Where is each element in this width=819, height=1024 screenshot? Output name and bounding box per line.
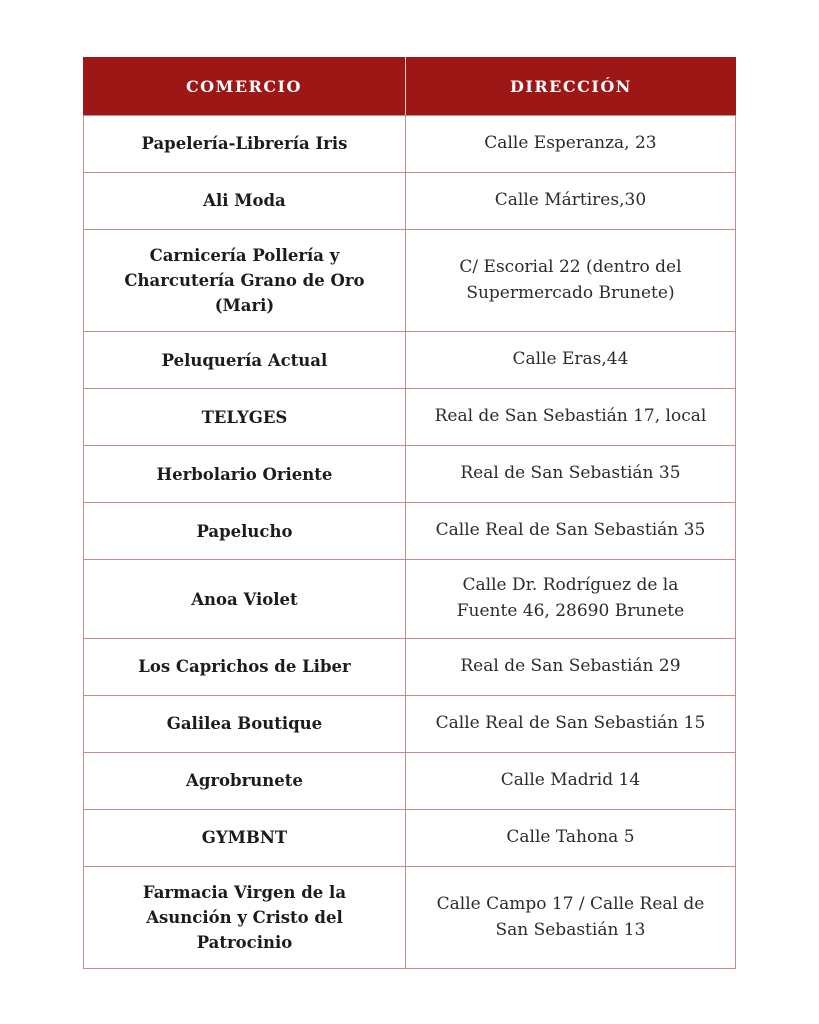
comercio-cell: Peluquería Actual — [161, 350, 328, 370]
table-row — [84, 638, 735, 695]
direccion-cell: Calle Dr. Rodríguez de la Fuente 46, 28690 Brunete — [405, 560, 735, 638]
direccion-cell: Real de San Sebastián 35 — [405, 446, 735, 502]
table-row — [84, 695, 735, 752]
direccion-cell: C/ Escorial 22 (dentro del Supermercado Brunete) — [405, 230, 735, 331]
direccion-cell: Calle Real de San Sebastián 15 — [405, 696, 735, 752]
table-row — [84, 559, 735, 638]
direccion-cell: Calle Mártires,30 — [405, 173, 735, 229]
table-row — [84, 866, 735, 968]
table-header-row — [83, 57, 736, 115]
comercio-cell: Herbolario Oriente — [156, 464, 333, 484]
direccion-cell: Calle Esperanza, 23 — [405, 116, 735, 172]
comercio-cell: Agrobrunete — [186, 771, 303, 791]
header-direccion: DIRECCIÓN — [405, 57, 736, 115]
table-row — [84, 229, 735, 331]
table-row — [84, 388, 735, 445]
comercio-cell: Papelería-Librería Iris — [141, 134, 348, 154]
comercio-cell: Carnicería Pollería y Charcutería Grano de Oro (Mari) — [124, 246, 365, 316]
table-row — [84, 331, 735, 388]
direccion-cell: Real de San Sebastián 17, local — [405, 389, 735, 445]
comercio-cell: Papelucho — [196, 521, 293, 541]
direccion-cell: Real de San Sebastián 29 — [405, 639, 735, 695]
direccion-cell: Calle Campo 17 / Calle Real de San Sebastián 13 — [405, 867, 735, 968]
table-row — [84, 752, 735, 809]
direccion-cell: Calle Tahona 5 — [405, 810, 735, 866]
comercio-cell: Galilea Boutique — [166, 714, 323, 734]
commerce-directory-table — [83, 58, 736, 969]
table-row — [84, 502, 735, 559]
direccion-cell: Calle Real de San Sebastián 35 — [405, 503, 735, 559]
direccion-cell: Calle Madrid 14 — [405, 753, 735, 809]
header-comercio: COMERCIO — [185, 76, 302, 96]
table-row — [84, 809, 735, 866]
comercio-cell: Los Caprichos de Liber — [138, 657, 351, 677]
comercio-cell: GYMBNT — [201, 828, 288, 848]
direccion-cell: Calle Eras,44 — [405, 332, 735, 388]
comercio-cell: TELYGES — [201, 407, 288, 427]
comercio-cell: Ali Moda — [203, 191, 286, 211]
table-row — [84, 445, 735, 502]
table-row — [84, 172, 735, 229]
table-row — [84, 115, 735, 172]
comercio-cell: Anoa Violet — [191, 589, 298, 609]
comercio-cell: Farmacia Virgen de la Asunción y Cristo del Patrocinio — [142, 882, 347, 953]
